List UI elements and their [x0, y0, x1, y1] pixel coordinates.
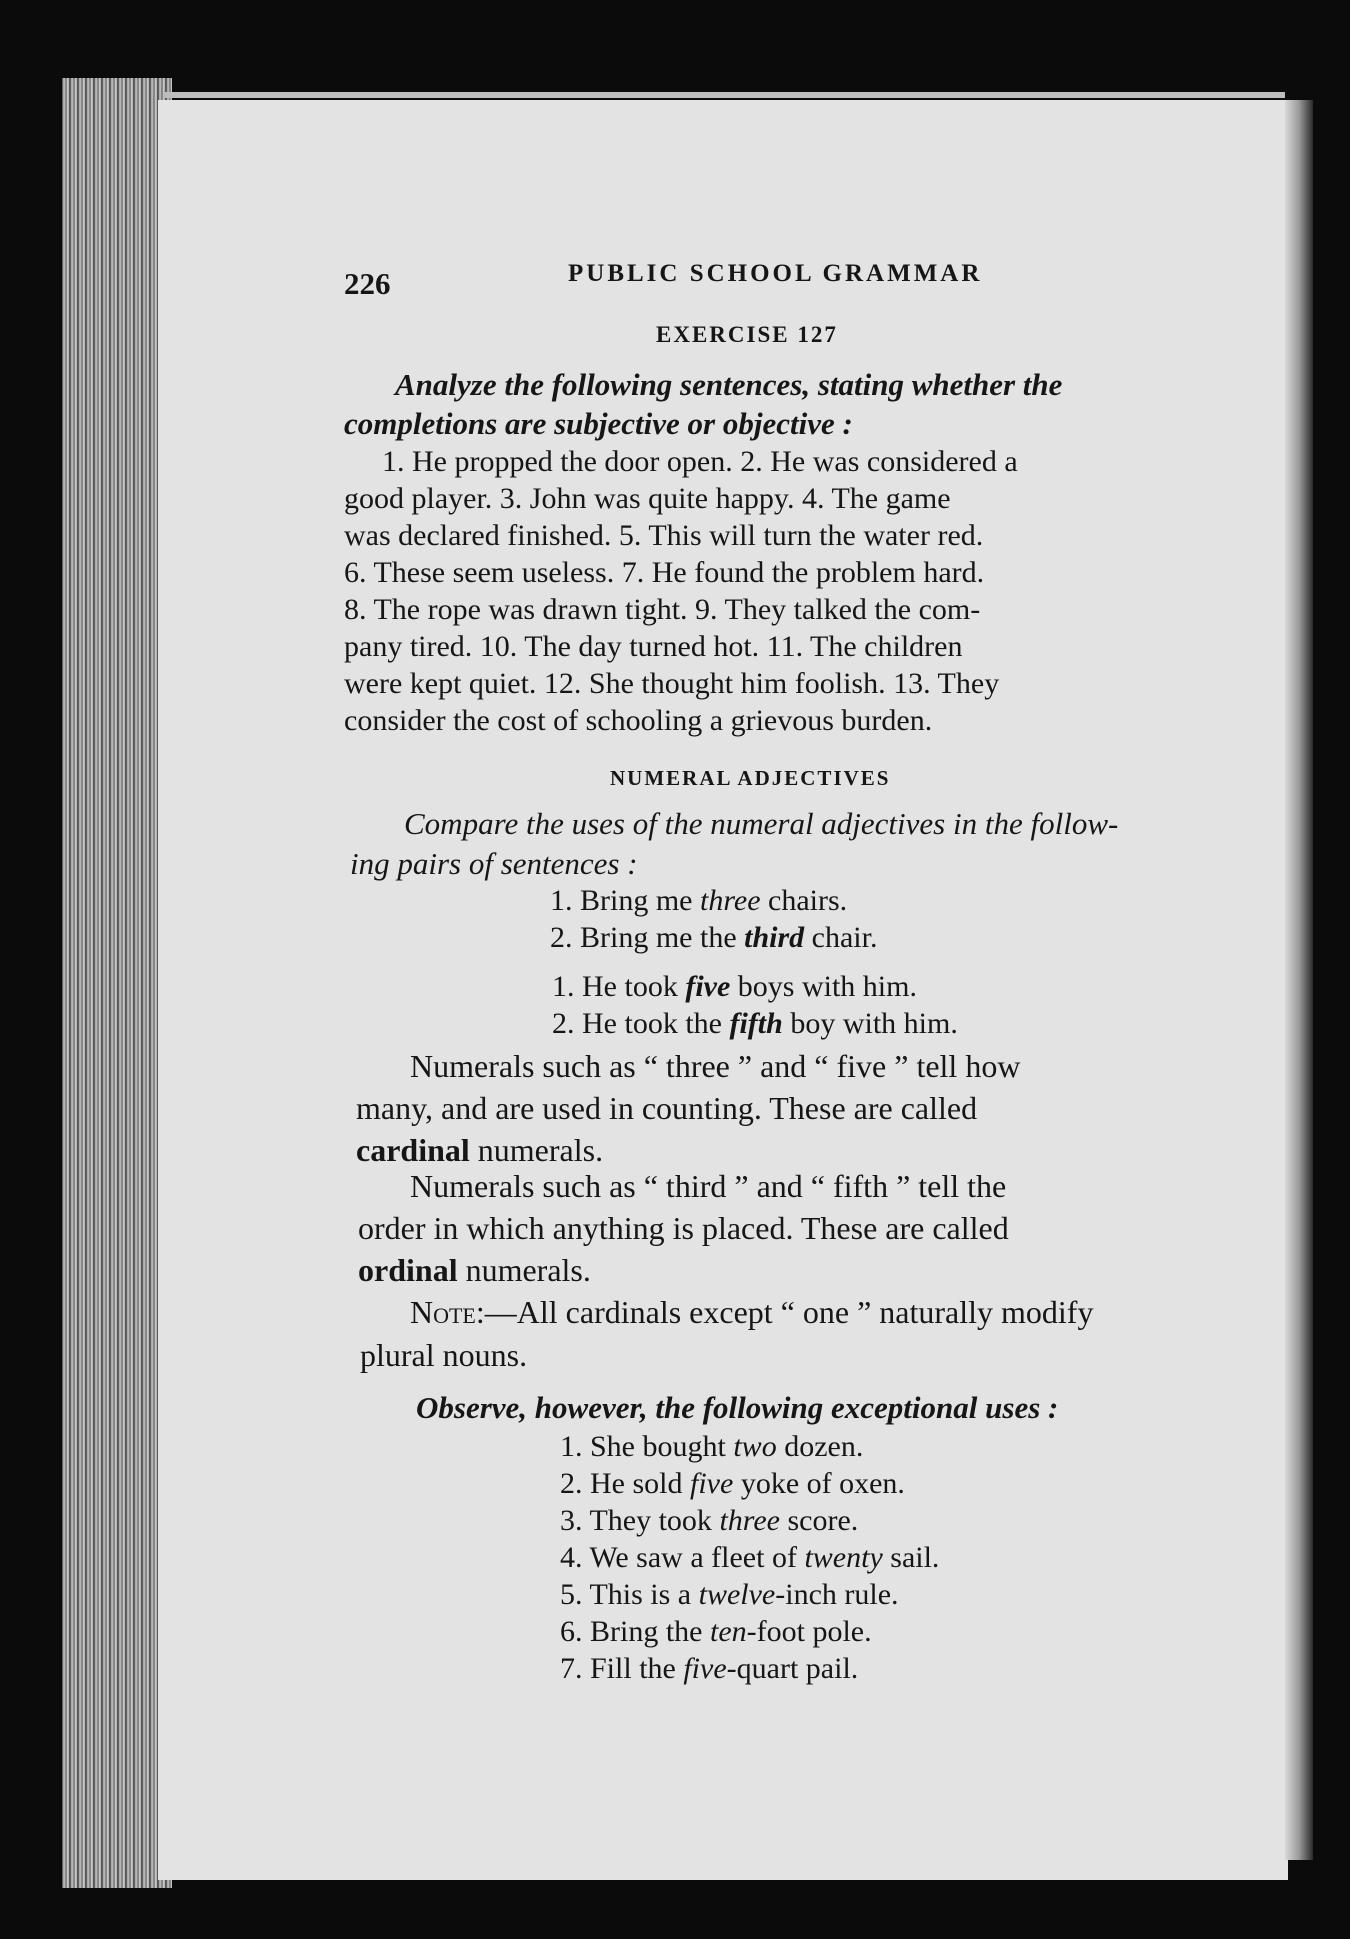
exercise-text-line: consider the cost of schooling a grievous burden. — [344, 704, 933, 737]
page-top-edge — [165, 92, 1285, 98]
page-number: 226 — [344, 266, 391, 301]
exercise-instruction-line-2: completions are subjective or objective : — [344, 406, 853, 441]
exceptional-use-item: 2. He sold five yoke of oxen. — [560, 1467, 905, 1500]
exercise-heading: EXERCISE 127 — [656, 322, 838, 347]
exceptional-use-item: 6. Bring the ten-foot pole. — [560, 1615, 872, 1648]
section-instruction-line-1: Compare the uses of the numeral adjectives in the follow- — [404, 806, 1119, 841]
running-head: PUBLIC SCHOOL GRAMMAR — [568, 260, 983, 287]
exercise-instruction-line-1: Analyze the following sentences, stating whether the — [395, 367, 1063, 402]
ordinal-text-line: order in which anything is placed. These are called — [358, 1210, 1009, 1246]
exceptional-use-item: 7. Fill the five-quart pail. — [560, 1652, 859, 1685]
exercise-text-line: pany tired. 10. The day turned hot. 11. The children — [344, 630, 963, 663]
section-instruction-line-2: ing pairs of sentences : — [350, 846, 638, 881]
exceptional-use-item: 1. She bought two dozen. — [560, 1430, 864, 1463]
observe-heading: Observe, however, the following exceptional uses : — [416, 1390, 1059, 1425]
pair-sentence: 2. He took the fifth boy with him. — [552, 1007, 958, 1040]
cardinal-text-line: cardinal numerals. — [356, 1132, 604, 1168]
pair-sentence: 1. He took five boys with him. — [552, 970, 917, 1003]
pair-sentence: 1. Bring me three chairs. — [550, 884, 848, 917]
note-line-2: plural nouns. — [360, 1337, 528, 1373]
note-line-1: Note:—All cardinals except “ one ” naturally modify — [410, 1294, 1094, 1330]
exceptional-use-item: 5. This is a twelve-inch rule. — [560, 1578, 899, 1611]
section-heading: NUMERAL ADJECTIVES — [610, 766, 891, 790]
exercise-text-line: good player. 3. John was quite happy. 4. The game — [344, 482, 951, 515]
pair-sentence: 2. Bring me the third chair. — [550, 921, 878, 954]
cardinal-text-line: many, and are used in counting. These are called — [356, 1090, 978, 1126]
book-page-stack-edge — [62, 78, 172, 1888]
exceptional-use-item: 3. They took three score. — [560, 1504, 859, 1537]
exercise-text-line: was declared finished. 5. This will turn the water red. — [344, 519, 984, 552]
exercise-text-line: were kept quiet. 12. She thought him foolish. 13. They — [344, 667, 1000, 700]
ordinal-text-line: Numerals such as “ third ” and “ fifth ” tell the — [410, 1168, 1007, 1204]
exceptional-use-item: 4. We saw a fleet of twenty sail. — [560, 1541, 940, 1574]
cardinal-text-line: Numerals such as “ three ” and “ five ” tell how — [410, 1048, 1021, 1084]
facing-page-edge — [1285, 100, 1313, 1860]
exercise-text-line: 1. He propped the door open. 2. He was considered a — [382, 445, 1018, 478]
ordinal-text-line: ordinal numerals. — [358, 1252, 591, 1288]
exercise-text-line: 8. The rope was drawn tight. 9. They talked the com- — [344, 593, 981, 626]
exercise-text-line: 6. These seem useless. 7. He found the problem hard. — [344, 556, 985, 589]
